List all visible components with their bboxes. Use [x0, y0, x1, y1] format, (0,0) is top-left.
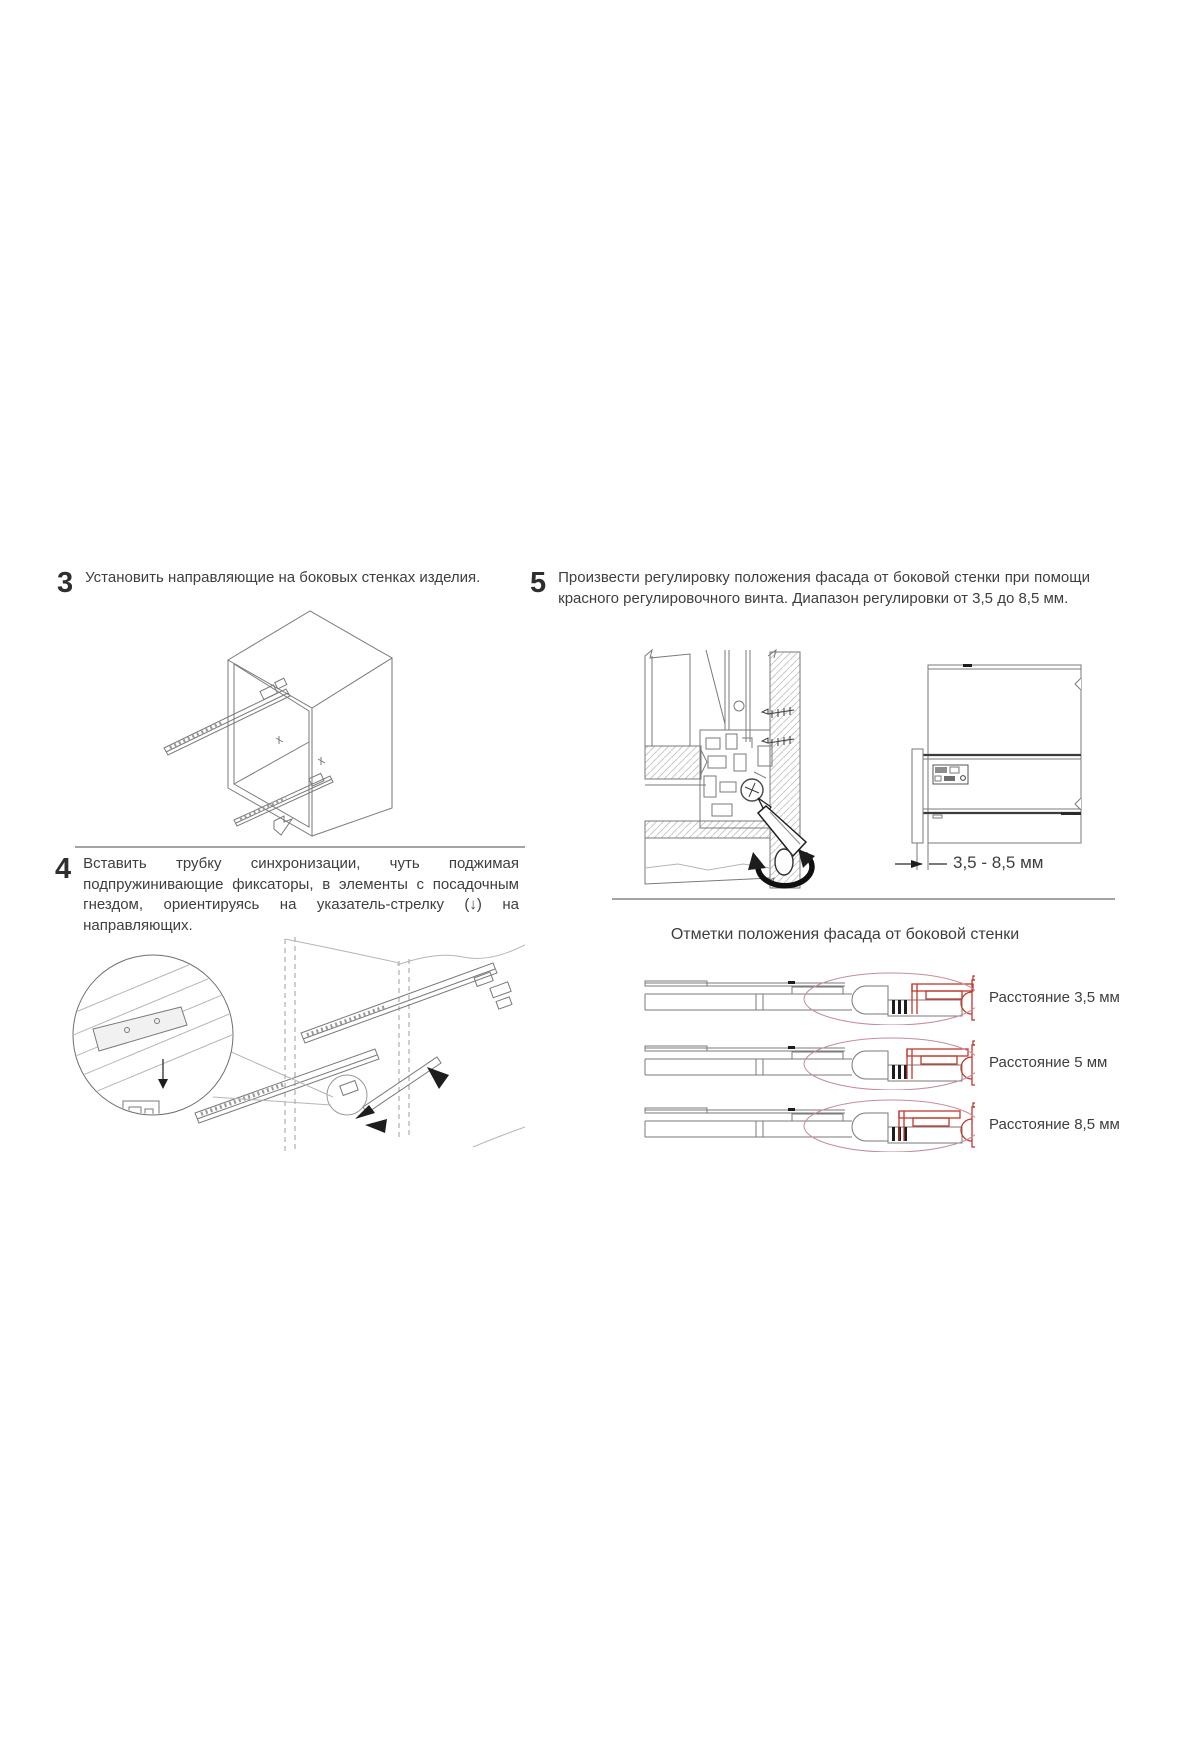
step-4 [55, 854, 519, 937]
step-4-text: Вставить трубку синхронизации, чуть поджимая подпружинивающие фиксаторы, в элементы с посадочным гнездом, ориентируясь на указатель-стрелку (↓) на направляющих. [83, 855, 519, 935]
distance-label: Расстояние 8,5 мм [989, 1116, 1120, 1133]
drawer-profile-diagram [640, 1035, 975, 1090]
drawer-profile-diagram [640, 1097, 975, 1152]
profile-row-8-5mm [640, 1097, 1120, 1152]
dimension-lines [895, 843, 947, 870]
distance-label: Расстояние 5 мм [989, 1054, 1108, 1071]
step-3-text: Установить направляющие на боковых стенках изделия. [85, 569, 481, 586]
distance-label: Расстояние 3,5 мм [989, 989, 1120, 1006]
insert-arrow-icon [427, 1067, 449, 1089]
profile-row-3-5mm [640, 970, 1120, 1025]
separator-line [75, 846, 525, 848]
cabinet-slides-diagram [128, 596, 433, 846]
step-5-number: 5 [530, 567, 547, 599]
step-3 [57, 568, 502, 598]
insert-arrow-icon [365, 1119, 387, 1133]
sync-tube-diagram [45, 933, 525, 1155]
adjust-diagram-svg [608, 646, 820, 896]
separator-line [612, 898, 1115, 900]
step-5 [530, 568, 1090, 609]
down-arrow-icon [274, 816, 292, 835]
cabinet-diagram-svg [128, 596, 433, 846]
label-plate [933, 765, 968, 784]
sync-diagram-svg [45, 933, 525, 1155]
adjustment-screw-diagram [608, 646, 820, 896]
drawer-profile-diagram [640, 970, 975, 1025]
step-3-number: 3 [57, 567, 74, 599]
marks-title: Отметки положения фасада от боковой стенки [670, 926, 1020, 943]
step-4-number: 4 [55, 853, 72, 885]
adjustment-screw [741, 779, 763, 801]
side-view-svg [895, 652, 1101, 878]
dimension-label: 3,5 - 8,5 мм [953, 853, 1044, 872]
step-5-text: Произвести регулировку положения фасада от боковой стенки при помощи красного регулировочного винта. Диапазон регулировки от 3,5 до 8,5 мм. [558, 569, 1090, 607]
drawer-side-view-diagram [895, 652, 1101, 878]
sync-tube [355, 1057, 449, 1133]
profile-row-5mm [640, 1035, 1107, 1090]
